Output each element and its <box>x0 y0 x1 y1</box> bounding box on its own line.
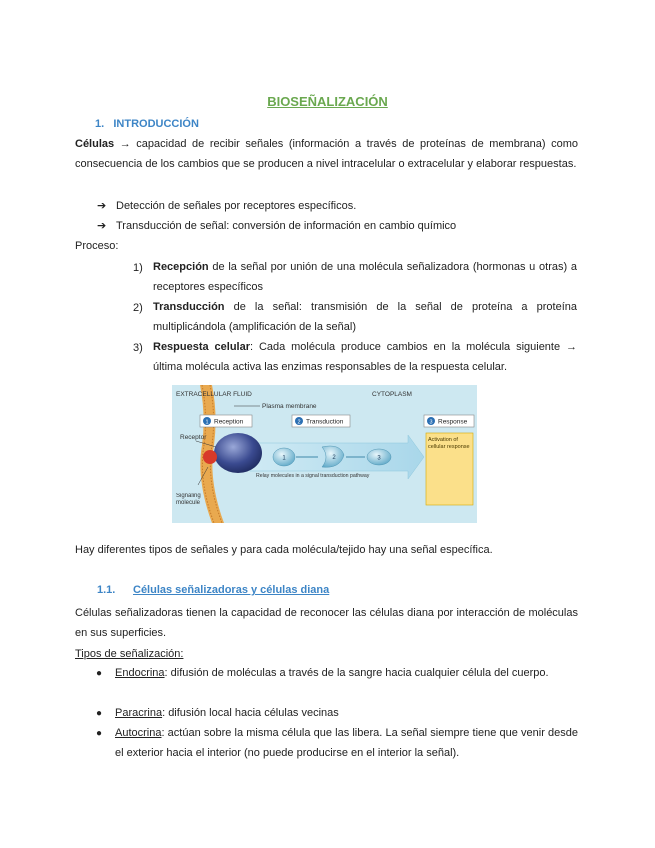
receptor-label: Receptor <box>180 434 207 441</box>
step-3 <box>153 337 577 377</box>
bullet-icon: ● <box>96 668 103 679</box>
bullet-text: : difusión local hacia células vecinas <box>162 707 339 719</box>
intro-text: → capacidad de recibir señales (información a través de proteínas de membrana) como consecuencia de los cambios que se producen a nivel intracelular o extracelular y elaborar respuestas. <box>75 138 578 170</box>
response-label: Response <box>438 418 468 426</box>
arrow-item-2: Transducción de señal: conversión de información en cambio químico <box>116 220 457 232</box>
membrane-label: Plasma membrane <box>262 403 317 410</box>
process-label: Proceso: <box>75 240 119 252</box>
step-text: de la señal: transmisión de la señal de proteína a proteína multiplicándola (amplificación de la señal) <box>153 301 577 333</box>
step-number: 3) <box>133 342 143 354</box>
arrow-item-1: Detección de señales por receptores específicos. <box>116 200 357 212</box>
arrow-icon: ➔ <box>97 220 107 232</box>
step-term: Transducción <box>153 301 225 313</box>
svg-text:2: 2 <box>297 419 301 426</box>
cytoplasm-label: CYTOPLASM <box>372 391 412 398</box>
bullet-term: Autocrina <box>115 727 162 739</box>
bullet-icon: ● <box>96 708 103 719</box>
section-heading-introduccion <box>95 118 199 130</box>
step-2 <box>153 297 577 337</box>
subsection-number: 1.1. <box>97 584 116 596</box>
svg-text:2: 2 <box>332 455 336 461</box>
transduction-label: Transduction <box>306 418 344 426</box>
activation-label: Activation of cellular response <box>428 437 470 450</box>
document-title: BIOSEÑALIZACIÓN <box>267 94 388 109</box>
receptor-shape <box>214 433 262 473</box>
relay-pathway-label: Relay molecules in a signal transduction pathway <box>256 473 370 479</box>
section-title: INTRODUCCIÓN <box>113 118 199 130</box>
step-number: 2) <box>133 302 143 314</box>
arrow-icon: ➔ <box>97 200 107 212</box>
reception-label: Reception <box>214 418 244 426</box>
bullet-term: Paracrina <box>115 707 163 719</box>
svg-text:1: 1 <box>282 455 286 462</box>
subsection-title: Células señalizadoras y células diana <box>133 584 330 596</box>
section-number: 1. <box>95 118 105 130</box>
step-term: Recepción <box>153 261 209 273</box>
step-text: de la señal por unión de una molécula señalizadora (hormonas u otras) a receptores específicos <box>153 261 577 293</box>
step-1 <box>153 257 577 297</box>
intro-paragraph <box>75 134 578 174</box>
step-number: 1) <box>133 262 143 274</box>
bullet-text: : difusión de moléculas a través de la sangre hacia cualquier célula del cuerpo. <box>164 667 549 679</box>
signaling-molecule-label: Signaling molecule <box>176 493 201 506</box>
svg-text:3: 3 <box>377 455 381 462</box>
step-text: : Cada molécula produce cambios en la molécula siguiente → última molécula activa las enzimas responsables de la respuesta celular. <box>153 341 577 373</box>
svg-text:3: 3 <box>429 419 433 426</box>
signaling-molecule-shape <box>203 450 217 464</box>
extracellular-label: EXTRACELLULAR FLUID <box>176 391 252 398</box>
step-term: Respuesta celular <box>153 341 250 353</box>
intro-term: Células <box>75 138 115 150</box>
bullet-item-paracrina <box>115 703 578 723</box>
subsection-paragraph: Células señalizadoras tienen la capacidad de reconocer las células diana por interacción de moléculas en sus superficies. <box>75 607 578 639</box>
after-figure-text: Hay diferentes tipos de señales y para cada molécula/tejido hay una señal específica. <box>75 544 493 556</box>
bullet-icon: ● <box>96 728 103 739</box>
svg-text:1: 1 <box>205 419 209 426</box>
bullet-text: : actúan sobre la misma célula que las libera. La señal siempre tiene que venir desde el exterior hacia el interior (no puede producirse en el interior la señal). <box>115 727 578 759</box>
bullet-term: Endocrina <box>115 667 165 679</box>
cell-signaling-figure <box>172 385 477 523</box>
types-label: Tipos de señalización: <box>75 648 184 660</box>
bullet-item-endocrina <box>115 663 578 683</box>
bullet-item-autocrina <box>115 723 578 763</box>
